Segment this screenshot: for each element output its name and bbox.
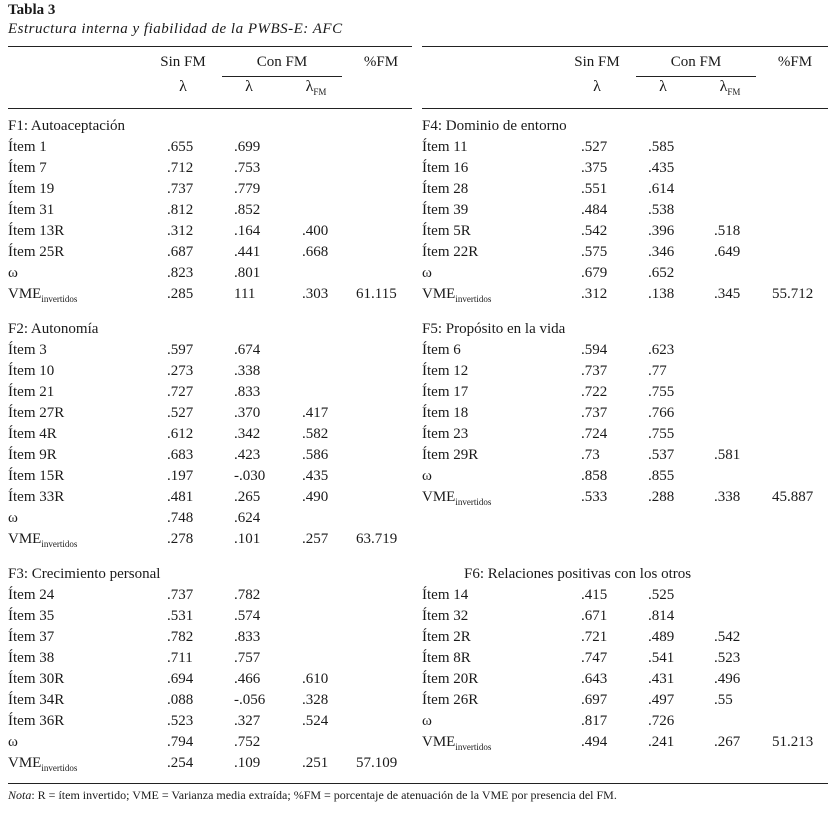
table-cell: .722 [581, 384, 608, 400]
vme-text: VME [8, 531, 42, 547]
table-cell: .415 [581, 587, 608, 603]
header-lambda-con-left: λ [245, 78, 253, 95]
header-lambda-con-right: λ [659, 78, 667, 95]
table-cell: .338 [714, 489, 741, 505]
top-rule-left [8, 46, 412, 47]
table-cell: .679 [581, 265, 608, 281]
item-label: Ítem 37 [8, 629, 55, 645]
table-cell: .674 [234, 342, 261, 358]
table-cell: .55 [714, 692, 733, 708]
header-bottom-rule-right [422, 108, 828, 109]
item-label: Ítem 10 [8, 363, 55, 379]
table-cell: .273 [167, 363, 194, 379]
table-cell: .346 [648, 244, 675, 260]
table-cell: .400 [302, 223, 329, 239]
table-cell: 45.887 [772, 489, 814, 505]
table-cell: .748 [167, 510, 194, 526]
table-cell: .417 [302, 405, 329, 421]
table-cell: .652 [648, 265, 675, 281]
table-cell: .623 [648, 342, 675, 358]
item-label: Ítem 34R [8, 692, 65, 708]
table-cell: .694 [167, 671, 194, 687]
con-fm-rule-left [222, 76, 342, 77]
item-label: Ítem 22R [422, 244, 479, 260]
header-pct-fm-left: %FM [363, 54, 399, 70]
top-rule-right [422, 46, 828, 47]
factor-heading: F6: Relaciones positivas con los otros [464, 566, 692, 582]
table-cell: .737 [167, 181, 194, 197]
table-cell: .668 [302, 244, 329, 260]
item-label: Ítem 39 [422, 202, 469, 218]
item-label: Ítem 25R [8, 244, 65, 260]
factor-heading: F2: Autonomía [8, 321, 99, 337]
table-cell: .431 [648, 671, 675, 687]
table-title: Tabla 3 [8, 2, 56, 18]
item-label: Ítem 26R [422, 692, 479, 708]
header-con-fm-left: Con FM [256, 54, 308, 70]
table-cell: .370 [234, 405, 261, 421]
item-label: Ítem 13R [8, 223, 65, 239]
table-cell: .753 [234, 160, 261, 176]
item-label: Ítem 18 [422, 405, 469, 421]
item-label: Ítem 28 [422, 181, 469, 197]
table-cell: -.056 [234, 692, 266, 708]
header-sin-fm-right: Sin FM [574, 54, 620, 70]
table-cell: .466 [234, 671, 261, 687]
item-label: Ítem 5R [422, 223, 471, 239]
table-cell: .812 [167, 202, 194, 218]
table-cell: .524 [302, 713, 329, 729]
table-cell: .109 [234, 755, 261, 771]
table-cell: .721 [581, 629, 608, 645]
table-cell: .77 [648, 363, 667, 379]
table-cell: .489 [648, 629, 675, 645]
vme-subscript: invertidos [41, 763, 78, 773]
table-cell: .575 [581, 244, 608, 260]
header-lambda-sin-right: λ [593, 78, 601, 95]
vme-text: VME [8, 755, 42, 771]
table-cell: .823 [167, 265, 194, 281]
vme-text: VME [422, 734, 456, 750]
item-label: Ítem 33R [8, 489, 65, 505]
table-cell: .711 [167, 650, 193, 666]
table-cell: .435 [302, 468, 329, 484]
table-cell: .726 [648, 713, 675, 729]
vme-label [8, 286, 77, 303]
factor-heading: F3: Crecimiento personal [8, 566, 161, 582]
table-cell: .164 [234, 223, 261, 239]
table-cell: .257 [302, 531, 329, 547]
item-label: Ítem 29R [422, 447, 479, 463]
item-label: Ítem 8R [422, 650, 471, 666]
table-cell: .801 [234, 265, 261, 281]
vme-subscript: invertidos [41, 539, 78, 549]
table-cell: .586 [302, 447, 329, 463]
table-cell: .737 [581, 405, 608, 421]
table-cell: .724 [581, 426, 608, 442]
table-cell: .375 [581, 160, 608, 176]
table-cell: .494 [581, 734, 608, 750]
vme-subscript: invertidos [455, 294, 492, 304]
con-fm-rule-right [636, 76, 756, 77]
lambda-fm-subscript: FM [727, 87, 741, 97]
table-cell: .396 [648, 223, 675, 239]
table-cell: .712 [167, 160, 194, 176]
table-cell: .525 [648, 587, 675, 603]
table-cell: .537 [648, 447, 675, 463]
table-cell: .490 [302, 489, 329, 505]
table-cell: .597 [167, 342, 194, 358]
table-cell: .265 [234, 489, 261, 505]
table-cell: .782 [234, 587, 261, 603]
table-cell: .643 [581, 671, 608, 687]
header-sin-fm-left: Sin FM [160, 54, 206, 70]
table-cell: .197 [167, 468, 194, 484]
vme-subscript: invertidos [455, 742, 492, 752]
table-cell: .338 [234, 363, 261, 379]
item-label: Ítem 27R [8, 405, 65, 421]
item-label: Ítem 23 [422, 426, 469, 442]
table-cell: .727 [167, 384, 194, 400]
table-cell: .737 [581, 363, 608, 379]
omega-label: ω [422, 468, 432, 484]
item-label: Ítem 12 [422, 363, 469, 379]
table-cell: .757 [234, 650, 261, 666]
table-cell: .267 [714, 734, 741, 750]
factor-heading: F4: Dominio de entorno [422, 118, 567, 134]
table-cell: .624 [234, 510, 261, 526]
table-cell: .699 [234, 139, 261, 155]
factor-heading: F1: Autoaceptación [8, 118, 126, 134]
vme-subscript: invertidos [455, 497, 492, 507]
table-cell: .814 [648, 608, 675, 624]
table-subtitle: Estructura interna y fiabilidad de la PWBS-E: AFC [8, 21, 343, 37]
bottom-rule [8, 783, 828, 784]
table-cell: .794 [167, 734, 194, 750]
item-label: Ítem 16 [422, 160, 469, 176]
note-text: : R = ítem invertido; VME = Varianza media extraída; %FM = porcentaje de atenuación de la VME por presencia del FM. [31, 788, 617, 802]
table-cell: .088 [167, 692, 194, 708]
table-cell: .73 [581, 447, 600, 463]
table-cell: 51.213 [772, 734, 814, 750]
table-cell: .496 [714, 671, 741, 687]
item-label: Ítem 24 [8, 587, 55, 603]
lambda-symbol: λ [719, 78, 728, 95]
table-cell: 111 [234, 286, 256, 302]
table-cell: .328 [302, 692, 329, 708]
table-cell: .737 [167, 587, 194, 603]
factor-heading: F5: Propósito en la vida [422, 321, 566, 337]
table-cell: .441 [234, 244, 261, 260]
table-cell: .278 [167, 531, 194, 547]
table-cell: 57.109 [356, 755, 398, 771]
table-cell: .852 [234, 202, 261, 218]
table-cell: .612 [167, 426, 194, 442]
table-cell: .855 [648, 468, 675, 484]
table-cell: .254 [167, 755, 194, 771]
table-cell: .435 [648, 160, 675, 176]
omega-label: ω [422, 713, 432, 729]
table-cell: .138 [648, 286, 675, 302]
vme-label [8, 531, 77, 548]
item-label: Ítem 3 [8, 342, 47, 358]
lambda-symbol: λ [305, 78, 314, 95]
table-cell: .817 [581, 713, 608, 729]
item-label: Ítem 7 [8, 160, 47, 176]
table-cell: .523 [714, 650, 741, 666]
table-cell: .481 [167, 489, 194, 505]
table-cell: .518 [714, 223, 741, 239]
item-label: Ítem 38 [8, 650, 55, 666]
table-cell: .752 [234, 734, 261, 750]
item-label: Ítem 2R [422, 629, 471, 645]
omega-label: ω [422, 265, 432, 281]
table-cell: .542 [714, 629, 741, 645]
table-cell: .755 [648, 426, 675, 442]
omega-label: ω [8, 734, 18, 750]
table-cell: .747 [581, 650, 608, 666]
table-cell: .594 [581, 342, 608, 358]
table-cell: .303 [302, 286, 329, 302]
header-pct-fm-right: %FM [777, 54, 813, 70]
item-label: Ítem 17 [422, 384, 469, 400]
note-label: Nota [8, 788, 32, 802]
table-cell: -.030 [234, 468, 266, 484]
table-cell: .527 [167, 405, 194, 421]
item-label: Ítem 6 [422, 342, 461, 358]
table-cell: .833 [234, 384, 261, 400]
table-cell: .538 [648, 202, 675, 218]
vme-label [422, 286, 491, 303]
table-cell: .582 [302, 426, 329, 442]
header-lambda-sin-left: λ [179, 78, 187, 95]
table-cell: 61.115 [356, 286, 397, 302]
table-cell: .766 [648, 405, 675, 421]
vme-text: VME [422, 286, 456, 302]
item-label: Ítem 35 [8, 608, 55, 624]
item-label: Ítem 9R [8, 447, 57, 463]
item-label: Ítem 30R [8, 671, 65, 687]
table-cell: .285 [167, 286, 194, 302]
table-cell: .610 [302, 671, 329, 687]
table-cell: .755 [648, 384, 675, 400]
table-cell: .101 [234, 531, 261, 547]
table-cell: .683 [167, 447, 194, 463]
header-lambda-fm-left [296, 78, 336, 96]
table-cell: .614 [648, 181, 675, 197]
table-cell: .551 [581, 181, 608, 197]
table-cell: .531 [167, 608, 194, 624]
table-cell: .312 [167, 223, 194, 239]
table-cell: .241 [648, 734, 675, 750]
item-label: Ítem 20R [422, 671, 479, 687]
table-cell: .497 [648, 692, 675, 708]
item-label: Ítem 32 [422, 608, 469, 624]
table-cell: .251 [302, 755, 329, 771]
table-cell: .533 [581, 489, 608, 505]
item-label: Ítem 19 [8, 181, 55, 197]
header-con-fm-right: Con FM [670, 54, 722, 70]
item-label: Ítem 14 [422, 587, 469, 603]
vme-label [422, 734, 491, 751]
header-lambda-fm-right [710, 78, 750, 96]
table-cell: .542 [581, 223, 608, 239]
vme-text: VME [8, 286, 42, 302]
table-cell: .655 [167, 139, 194, 155]
omega-label: ω [8, 265, 18, 281]
table-cell: 63.719 [356, 531, 398, 547]
table-cell: .574 [234, 608, 261, 624]
vme-text: VME [422, 489, 456, 505]
item-label: Ítem 15R [8, 468, 65, 484]
table-cell: .779 [234, 181, 261, 197]
item-label: Ítem 21 [8, 384, 55, 400]
item-label: Ítem 31 [8, 202, 55, 218]
table-cell: .423 [234, 447, 261, 463]
table-cell: .527 [581, 139, 608, 155]
table-cell: .523 [167, 713, 194, 729]
item-label: Ítem 4R [8, 426, 57, 442]
vme-label [422, 489, 491, 506]
table-cell: .484 [581, 202, 608, 218]
table-cell: .858 [581, 468, 608, 484]
table-cell: .687 [167, 244, 194, 260]
vme-label [8, 755, 77, 772]
table-cell: .649 [714, 244, 741, 260]
table-cell: 55.712 [772, 286, 814, 302]
table-cell: .782 [167, 629, 194, 645]
table-cell: .312 [581, 286, 608, 302]
lambda-fm-subscript: FM [313, 87, 327, 97]
table-cell: .541 [648, 650, 675, 666]
table-cell: .345 [714, 286, 741, 302]
omega-label: ω [8, 510, 18, 526]
table-cell: .288 [648, 489, 675, 505]
table-cell: .671 [581, 608, 608, 624]
table-note [8, 788, 617, 803]
item-label: Ítem 1 [8, 139, 47, 155]
table-cell: .327 [234, 713, 261, 729]
item-label: Ítem 11 [422, 139, 468, 155]
table-cell: .585 [648, 139, 675, 155]
item-label: Ítem 36R [8, 713, 65, 729]
header-bottom-rule-left [8, 108, 412, 109]
table-cell: .833 [234, 629, 261, 645]
table-cell: .342 [234, 426, 261, 442]
vme-subscript: invertidos [41, 294, 78, 304]
table-cell: .581 [714, 447, 741, 463]
table-cell: .697 [581, 692, 608, 708]
